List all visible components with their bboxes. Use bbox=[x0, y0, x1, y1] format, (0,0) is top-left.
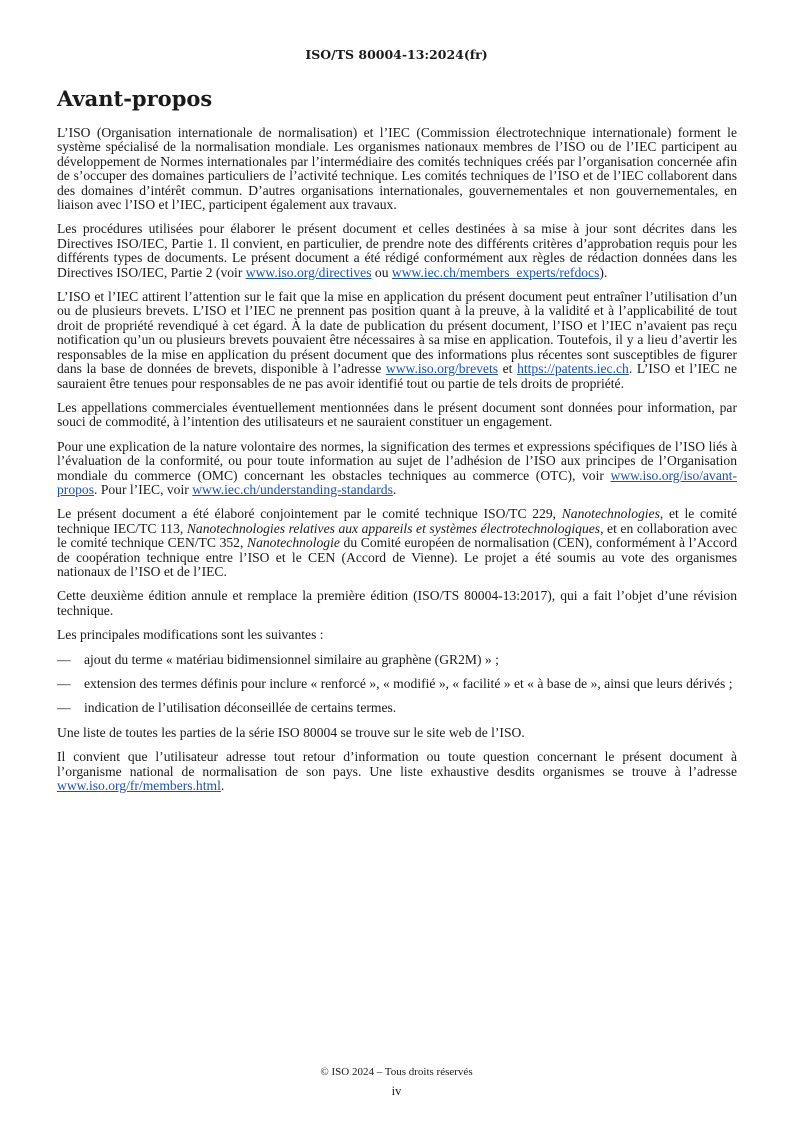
document-header: ISO/TS 80004-13:2024(fr) bbox=[305, 47, 488, 62]
link-iso-avant-propos[interactable]: www.iso.org/iso/avant-propos bbox=[57, 467, 737, 497]
foreword-body bbox=[57, 126, 737, 803]
paragraph-feedback bbox=[57, 750, 737, 793]
text: . Pour l’IEC, voir bbox=[94, 481, 193, 497]
committee-name: Nanotechnologies relatives aux appareils et systèmes électrotechnologiques bbox=[186, 520, 601, 536]
text: Le présent document a été élaboré conjointement par le comité technique ISO/TC 229, bbox=[57, 506, 562, 522]
list-item-text: indication de l’utilisation déconseillée de certains termes. bbox=[84, 700, 397, 716]
page-title: Avant-propos bbox=[57, 86, 213, 111]
text: L’ISO et l’IEC attirent l’attention sur le fait que la mise en application du présent document peut entraîner l’utilisation d’un ou de plusieurs brevets. L’ISO et l’IEC ne prennent pas position quant à la preuve, à la validité et à l’applicabilité de tout droit de propriété revendiqué à cet égard. À la date de publication du présent document, l’ISO et l’IEC n’avaient pas reçu notification qu’un ou plusieurs brevets pouvaient être nécessaires à sa mise en application. Toutefois, il y a lieu d’avertir les responsables de la mise en application du présent document que des informations plus récentes sont susceptibles de figurer dans la base de données de brevets, disponible à l’adresse bbox=[57, 289, 737, 377]
link-iec-understanding-standards[interactable]: www.iec.ch/understanding-standards bbox=[192, 481, 393, 497]
link-iso-directives[interactable]: www.iso.org/directives bbox=[245, 264, 372, 280]
paragraph-voluntary-nature bbox=[57, 440, 737, 498]
paragraph-iso-iec-intro: L’ISO (Organisation internationale de normalisation) et l’IEC (Commission électrotechnique internationale) forment le système spécialisé de la normalisation mondiale. Les organismes nationaux membres de l’ISO ou de l’IEC participent au développement de Normes internationales par l’intermédiaire des comités techniques créés par l’organisation concernée afin de s’occuper des domaines particuliers de l’activité technique. Les comités techniques de l’ISO et de l’IEC collaborent dans des domaines d’intérêt commun. D’autres organisations internationales, gouvernementales et non gouvernementales, en liaison avec l’ISO et l’IEC, participent également aux travaux. bbox=[57, 125, 737, 213]
paragraph-changes-intro: Les principales modifications sont les suivantes : bbox=[57, 627, 324, 643]
text: du Comité européen de normalisation (CEN), conformément à l’Accord de coopération technique entre l’ISO et le CEN (Accord de Vienne). Le projet a été soumis au vote des organismes nationaux de l’ISO et de l’IEC. bbox=[57, 535, 737, 579]
text: Il convient que l’utilisateur adresse tout retour d’information ou toute question concernant le présent document à l’organisme national de normalisation de son pays. Une liste exhaustive desdits organismes se trouve à l’adresse bbox=[57, 749, 737, 779]
text: et bbox=[498, 361, 518, 377]
link-iso-members[interactable]: www.iso.org/fr/members.html bbox=[57, 778, 221, 794]
committee-name: Nanotechnologies bbox=[561, 506, 660, 522]
text: . bbox=[220, 778, 225, 794]
text: ou bbox=[371, 264, 392, 280]
link-iec-refdocs[interactable]: www.iec.ch/members_experts/refdocs bbox=[391, 264, 600, 280]
page-number: iv bbox=[391, 1084, 402, 1098]
text: Pour une explication de la nature volontaire des normes, la signification des termes et expressions spécifiques de l’ISO liés à l’évaluation de la conformité, ou pour toute information au sujet de l’adhésion de l’ISO aux principes de l’Organisation mondiale du commerce (OMC) concernant les obstacles techniques au commerce (OTC), voir bbox=[57, 438, 737, 483]
text: , et le comité technique IEC/TC 113, bbox=[57, 506, 737, 536]
committee-name: Nanotechnologie bbox=[247, 535, 340, 551]
paragraph-patents bbox=[57, 290, 737, 391]
list-item-text: extension des termes définis pour inclure « renforcé », « modifié », « facilité » et « à base de », ainsi que leurs dérivés ; bbox=[84, 676, 733, 691]
paragraph-series-list: Une liste de toutes les parties de la série ISO 80004 se trouve sur le site web de l’ISO. bbox=[57, 724, 525, 740]
paragraph-trade-names: Les appellations commerciales éventuellement mentionnées dans le présent document sont données pour information, par souci de commodité, à l’intention des utilisateurs et ne sauraient constituer un engagement. bbox=[57, 399, 737, 430]
text: ). bbox=[599, 264, 608, 280]
dash-bullet: — bbox=[57, 651, 71, 667]
link-iec-patents[interactable]: https://patents.iec.ch bbox=[517, 361, 629, 377]
paragraph-committees bbox=[57, 507, 737, 579]
text: . bbox=[392, 481, 397, 497]
list-item-text: ajout du terme « matériau bidimensionnel similaire au graphène (GR2M) » ; bbox=[84, 651, 499, 667]
text: . L’ISO et l’IEC ne sauraient être tenues pour responsables de ne pas avoir identifié tout ou partie de tels droits de propriété. bbox=[57, 361, 737, 391]
text: , et en collaboration avec le comité technique CEN/TC 352, bbox=[57, 520, 737, 551]
list-item bbox=[57, 701, 737, 715]
dash-bullet: — bbox=[57, 700, 71, 716]
list-item bbox=[57, 677, 737, 691]
paragraph-procedures bbox=[57, 222, 737, 280]
list-item bbox=[57, 653, 737, 667]
text: Les procédures utilisées pour élaborer le présent document et celles destinées à sa mise à jour sont décrites dans les Directives ISO/IEC, Partie 1. Il convient, en particulier, de prendre note des différents critères d’approbation requis pour les différents types de documents. Le présent document a été rédigé conformément aux règles de rédaction données dans les Directives ISO/IEC, Partie 2 (voir bbox=[57, 221, 737, 280]
copyright-footer: © ISO 2024 – Tous droits réservés bbox=[320, 1066, 473, 1078]
paragraph-edition: Cette deuxième édition annule et remplace la première édition (ISO/TS 80004-13:2017), qui a fait l’objet d’une révision technique. bbox=[57, 588, 737, 618]
dash-bullet: — bbox=[57, 676, 71, 691]
link-iso-brevets[interactable]: www.iso.org/brevets bbox=[385, 361, 499, 377]
